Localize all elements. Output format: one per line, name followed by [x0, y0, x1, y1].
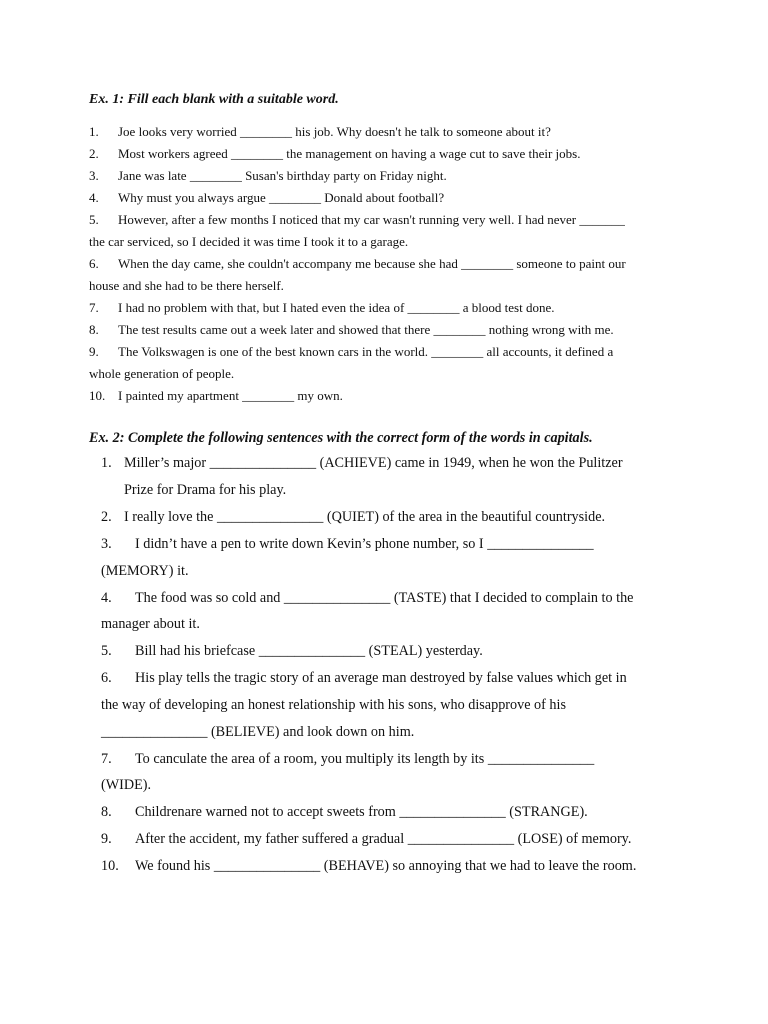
- list-item: 6. When the day came, she couldn't accompany me because she had ________ someone to paint our: [89, 256, 626, 271]
- list-item: 2. I really love the _______________ (QUIET) of the area in the beautiful countryside.: [101, 509, 606, 525]
- list-item: 4. Why must you always argue ________ Donald about football?: [89, 190, 445, 205]
- list-item-continuation: (MEMORY) it.: [101, 563, 189, 579]
- list-item-continuation: whole generation of people.: [89, 366, 235, 381]
- list-item: 4. The food was so cold and _______________ (TASTE) that I decided to complain to the: [101, 590, 634, 606]
- list-item-continuation: the way of developing an honest relationship with his sons, who disapprove of his: [101, 697, 566, 713]
- list-item: 6. His play tells the tragic story of an average man destroyed by false values which get in: [101, 670, 627, 686]
- list-item: 10. I painted my apartment ________ my own.: [89, 388, 343, 403]
- list-item-continuation: the car serviced, so I decided it was time I took it to a garage.: [89, 234, 409, 249]
- list-item: 8. The test results came out a week later and showed that there ________ nothing wrong with me.: [89, 322, 614, 337]
- list-item-continuation: manager about it.: [101, 616, 200, 632]
- list-item: 1. Miller’s major _______________ (ACHIEVE) came in 1949, when he won the Pulitzer: [101, 455, 623, 471]
- list-item: 5. Bill had his briefcase _______________ (STEAL) yesterday.: [101, 643, 483, 659]
- list-item: 3. I didn’t have a pen to write down Kevin’s phone number, so I _______________: [101, 536, 594, 552]
- list-item-continuation: house and she had to be there herself.: [89, 278, 284, 293]
- list-item: 10. We found his _______________ (BEHAVE) so annoying that we had to leave the room.: [101, 858, 637, 874]
- list-item: 2. Most workers agreed ________ the management on having a wage cut to save their jobs.: [89, 146, 581, 161]
- list-item: 9. The Volkswagen is one of the best known cars in the world. ________ all accounts, it defined a: [89, 344, 614, 359]
- list-item: 9. After the accident, my father suffered a gradual _______________ (LOSE) of memory.: [101, 831, 632, 847]
- list-item: 3. Jane was late ________ Susan's birthday party on Friday night.: [89, 168, 447, 183]
- list-item: 7. To canculate the area of a room, you multiply its length by its _______________: [101, 751, 595, 767]
- list-item: 5. However, after a few months I noticed that my car wasn't running very well. I had never _______: [89, 212, 625, 227]
- exercise-1-list: [89, 121, 689, 407]
- list-item-continuation: _______________ (BELIEVE) and look down on him.: [101, 724, 415, 740]
- list-item-continuation: Prize for Drama for his play.: [124, 482, 287, 498]
- list-item: 1. Joe looks very worried ________ his job. Why doesn't he talk to someone about it?: [89, 124, 551, 139]
- list-item: 8. Childrenare warned not to accept sweets from _______________ (STRANGE).: [101, 804, 588, 820]
- list-item: 7. I had no problem with that, but I hated even the idea of ________ a blood test done.: [89, 300, 555, 315]
- list-item-continuation: (WIDE).: [101, 777, 152, 793]
- exercise-1-heading: Ex. 1: Fill each blank with a suitable word.: [89, 92, 339, 107]
- exercise-2-heading: Ex. 2: Complete the following sentences with the correct form of the words in capitals.: [89, 430, 593, 446]
